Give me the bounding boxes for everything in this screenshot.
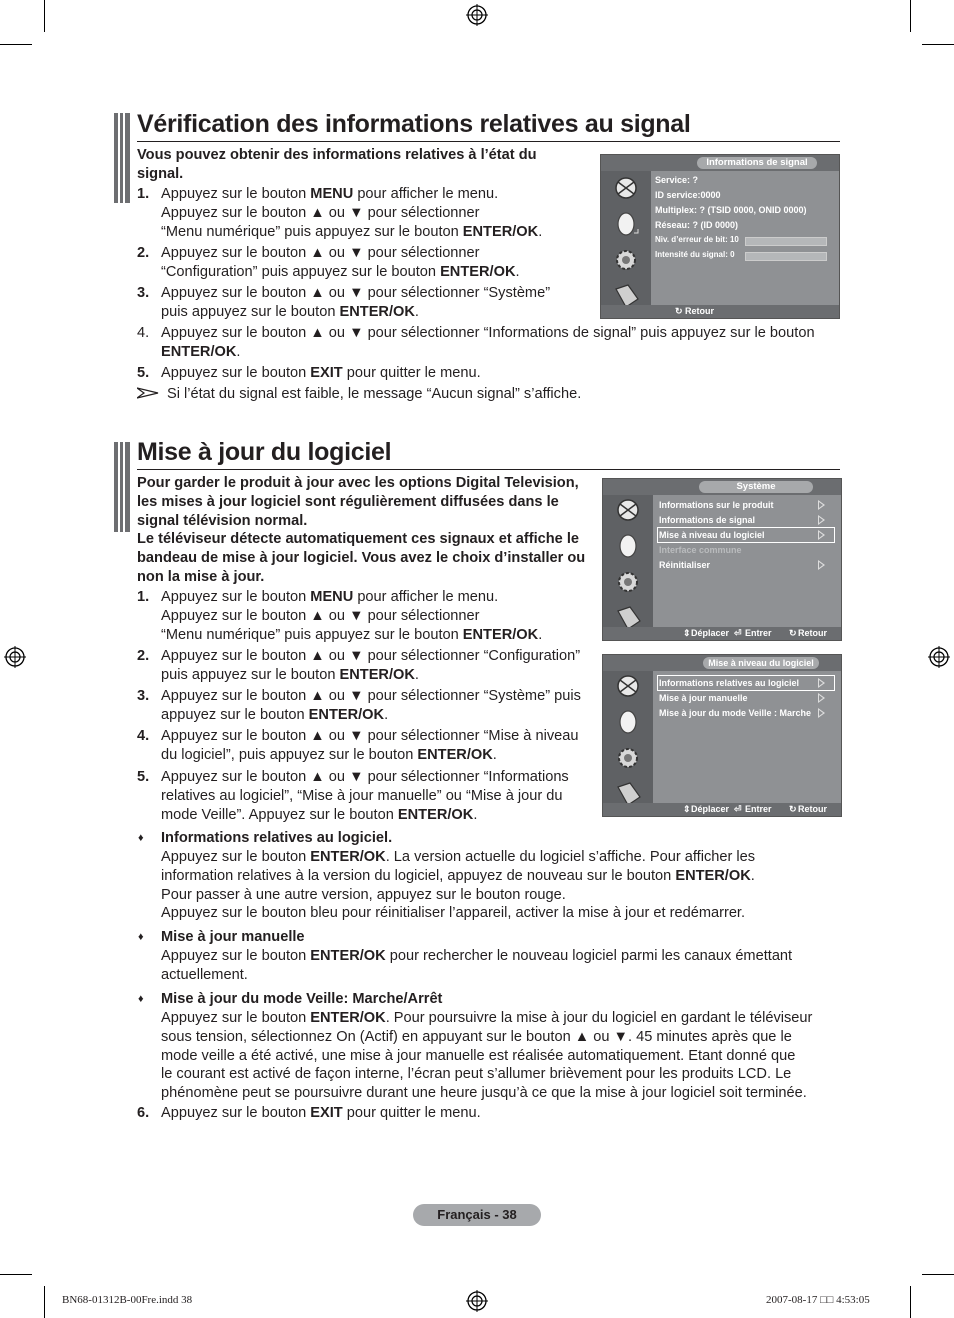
step-text: Appuyez sur le bouton ▲ ou ▼ pour sélectionner “Système” puis appuyez sur le bouton ENTER/OK. xyxy=(161,688,581,723)
submenu-arrow-icon xyxy=(818,678,825,688)
note-arrow-icon xyxy=(137,387,159,399)
move-label: Déplacer xyxy=(691,628,730,638)
crop-mark xyxy=(0,44,32,45)
setup-menu-icon xyxy=(608,245,644,275)
crop-mark xyxy=(44,0,45,32)
info-line: Service: ? xyxy=(655,175,699,185)
bullet-text: Appuyez sur le bouton ENTER/OK. La version actuelle du logiciel s’affiche. Pour afficher les information relatives à la version du logiciel, appuyez de nouveau sur le bouton ENTER/OK. Pour passer à une autre version, appuyez sur le bouton rouge. Appuyez sur le bouton bleu pour réinitialiser l’appareil, activer la mise à jour et redémarrer. xyxy=(161,849,756,922)
submenu-arrow-icon xyxy=(818,560,825,570)
bullet-icon: ♦ xyxy=(138,832,144,844)
menu-footer xyxy=(603,803,841,816)
input-menu-icon xyxy=(610,495,646,525)
menu-item[interactable]: Informations sur le produit xyxy=(659,500,774,510)
menu-item[interactable]: Mise à jour manuelle xyxy=(659,693,748,703)
tv-menu-system xyxy=(602,478,842,641)
step-text: Appuyez sur le bouton MENU pour afficher le menu. Appuyez sur le bouton ▲ ou ▼ pour sélectionner “Menu numérique” puis appuyez sur le bouton ENTER/OK. xyxy=(161,589,543,643)
return-label: Retour xyxy=(798,804,827,814)
crop-mark xyxy=(910,0,911,32)
info-line: Réseau: ? (ID 0000) xyxy=(655,220,739,230)
picture-menu-icon xyxy=(608,209,644,239)
step-text: Appuyez sur le bouton ▲ ou ▼ pour sélectionner “Informations relatives au logiciel”, “Mise à jour manuelle” ou “Mise à jour du mode Veille”. Appuyez sur le bouton ENTER/OK. xyxy=(161,769,569,823)
setup-menu-icon xyxy=(610,743,646,773)
step-number: 5. xyxy=(137,769,150,785)
enter-icon: ⏎ xyxy=(734,804,742,814)
info-line: ID service:0000 xyxy=(655,190,721,200)
title-rule xyxy=(137,469,840,470)
tv-menu-software-upgrade xyxy=(602,654,842,817)
print-file-info: BN68-01312B-00Fre.indd 38 xyxy=(62,1294,193,1306)
step-number: 3. xyxy=(137,688,150,704)
bullet-icon: ♦ xyxy=(138,993,144,1005)
ber-label: Niv. d’erreur de bit: 10 xyxy=(655,235,739,244)
menu-tab: Mise à niveau du logiciel xyxy=(703,657,819,669)
step-text: Appuyez sur le bouton EXIT pour quitter le menu. xyxy=(161,1105,481,1121)
submenu-arrow-icon xyxy=(818,708,825,718)
section-bar xyxy=(114,442,130,532)
move-icon: ⇕ xyxy=(683,804,691,814)
enter-label: Entrer xyxy=(745,804,772,814)
strength-label: Intensité du signal: 0 xyxy=(655,250,735,259)
step-number: 3. xyxy=(137,285,150,301)
step-text: Appuyez sur le bouton ▲ ou ▼ pour sélectionner “Configuration” puis appuyez sur le bouton ENTER/OK. xyxy=(161,648,581,683)
note-text: Si l’état du signal est faible, le message “Aucun signal” s’affiche. xyxy=(167,386,582,402)
return-icon: ↻ xyxy=(675,306,683,316)
return-label: Retour xyxy=(685,306,714,316)
step-text: Appuyez sur le bouton EXIT pour quitter le menu. xyxy=(161,365,481,381)
menu-tab: Système xyxy=(699,481,813,493)
crop-mark xyxy=(0,1274,32,1275)
section-title: Mise à jour du logiciel xyxy=(137,438,392,466)
strength-bar xyxy=(745,252,827,261)
bullet-title: Mise à jour manuelle xyxy=(161,929,305,945)
enter-label: Entrer xyxy=(745,628,772,638)
step-text: Appuyez sur le bouton ▲ ou ▼ pour sélectionner “Système” puis appuyez sur le bouton ENTER/OK. xyxy=(161,285,551,320)
submenu-arrow-icon xyxy=(818,530,825,540)
submenu-arrow-icon xyxy=(818,500,825,510)
step-number: 2. xyxy=(137,648,150,664)
registration-mark-icon xyxy=(466,4,488,26)
step-number: 6. xyxy=(137,1105,150,1121)
step-number: 5. xyxy=(137,365,150,381)
title-rule xyxy=(137,141,840,142)
registration-mark-icon xyxy=(928,646,950,668)
submenu-arrow-icon xyxy=(818,515,825,525)
setup-menu-icon xyxy=(610,567,646,597)
tv-menu-signal-info xyxy=(600,154,840,319)
ber-bar xyxy=(745,237,827,246)
crop-mark xyxy=(922,1274,954,1275)
bullet-text: Appuyez sur le bouton ENTER/OK pour rechercher le nouveau logiciel parmi les canaux émettant actuellement. xyxy=(161,948,793,983)
step-text: Appuyez sur le bouton MENU pour afficher le menu. Appuyez sur le bouton ▲ ou ▼ pour sélectionner “Menu numérique” puis appuyez sur le bouton ENTER/OK. xyxy=(161,186,543,240)
menu-item-selected[interactable]: Mise à niveau du logiciel xyxy=(657,527,835,543)
return-label: Retour xyxy=(798,628,827,638)
info-line: Multiplex: ? (TSID 0000, ONID 0000) xyxy=(655,205,807,215)
menu-item[interactable]: Informations de signal xyxy=(659,515,756,525)
bullet-title: Mise à jour du mode Veille: Marche/Arrêt xyxy=(161,991,443,1007)
intro-text: Pour garder le produit à jour avec les options Digital Television, les mises à jour logiciel sont régulièrement diffusées dans le signal télévision normal. Le téléviseur détecte automatiquement ces signaux et affiche le bandeau de mise à jour logiciel. Vous avez le choix d’installer ou non la mise à jour. xyxy=(137,475,586,585)
bullet-text: Appuyez sur le bouton ENTER/OK. Pour poursuivre la mise à jour du logiciel en gardant le téléviseur sous tension, sélectionnez On (Actif) en appuyant sur le bouton ▲ ou ▼. 45 minutes après que le mode veille a été activé, une mise à jour manuelle est réalisée automatiquement. Etant donné que le courant est activé de façon interne, l’écran peut s’allumer brièvement pour les produits LCD. Le phénomène peut se poursuivre durant une heure jusqu’à ce que la mise à jour logiciel soit terminée. xyxy=(161,1010,813,1102)
menu-item[interactable]: Réinitialiser xyxy=(659,560,711,570)
registration-mark-icon xyxy=(4,646,26,668)
page-number-badge: Français - 38 xyxy=(413,1204,541,1226)
crop-mark xyxy=(44,1286,45,1318)
submenu-arrow-icon xyxy=(818,693,825,703)
step-number: 1. xyxy=(137,589,150,605)
enter-icon: ⏎ xyxy=(734,628,742,638)
step-number: 1. xyxy=(137,186,150,202)
crop-mark xyxy=(910,1286,911,1318)
move-icon: ⇕ xyxy=(683,628,691,638)
menu-tab: Informations de signal xyxy=(697,157,817,169)
move-label: Déplacer xyxy=(691,804,730,814)
bullet-title: Informations relatives au logiciel. xyxy=(161,830,393,846)
step-number: 2. xyxy=(137,245,150,261)
picture-menu-icon xyxy=(610,707,646,737)
return-icon: ↻ xyxy=(789,628,797,638)
bullet-icon: ♦ xyxy=(138,931,144,943)
menu-footer xyxy=(603,627,841,640)
menu-item[interactable]: Mise à jour du mode Veille : Marche xyxy=(659,708,812,718)
menu-item-selected[interactable]: Informations relatives au logiciel xyxy=(657,675,835,691)
picture-menu-icon xyxy=(610,531,646,561)
print-date-info: 2007-08-17 □□ 4:53:05 xyxy=(766,1294,870,1306)
crop-mark xyxy=(922,44,954,45)
return-icon: ↻ xyxy=(789,804,797,814)
step-text: Appuyez sur le bouton ▲ ou ▼ pour sélectionner “Informations de signal” puis appuyez sur le bouton ENTER/OK. xyxy=(161,325,815,360)
section-bar xyxy=(114,113,130,203)
input-menu-icon xyxy=(608,173,644,203)
step-number: 4. xyxy=(137,728,150,744)
section-title: Vérification des informations relatives au signal xyxy=(137,110,691,138)
step-text: Appuyez sur le bouton ▲ ou ▼ pour sélectionner “Mise à niveau du logiciel”, puis appuyez sur le bouton ENTER/OK. xyxy=(161,728,579,763)
menu-item-disabled: Interface commune xyxy=(659,545,742,555)
step-number: 4. xyxy=(137,325,150,341)
menu-footer xyxy=(601,305,839,318)
step-text: Appuyez sur le bouton ▲ ou ▼ pour sélectionner “Configuration” puis appuyez sur le bouton ENTER/OK. xyxy=(161,245,520,280)
registration-mark-icon xyxy=(466,1290,488,1312)
intro-text: Vous pouvez obtenir des informations relatives à l’état du signal. xyxy=(137,147,537,182)
input-menu-icon xyxy=(610,671,646,701)
